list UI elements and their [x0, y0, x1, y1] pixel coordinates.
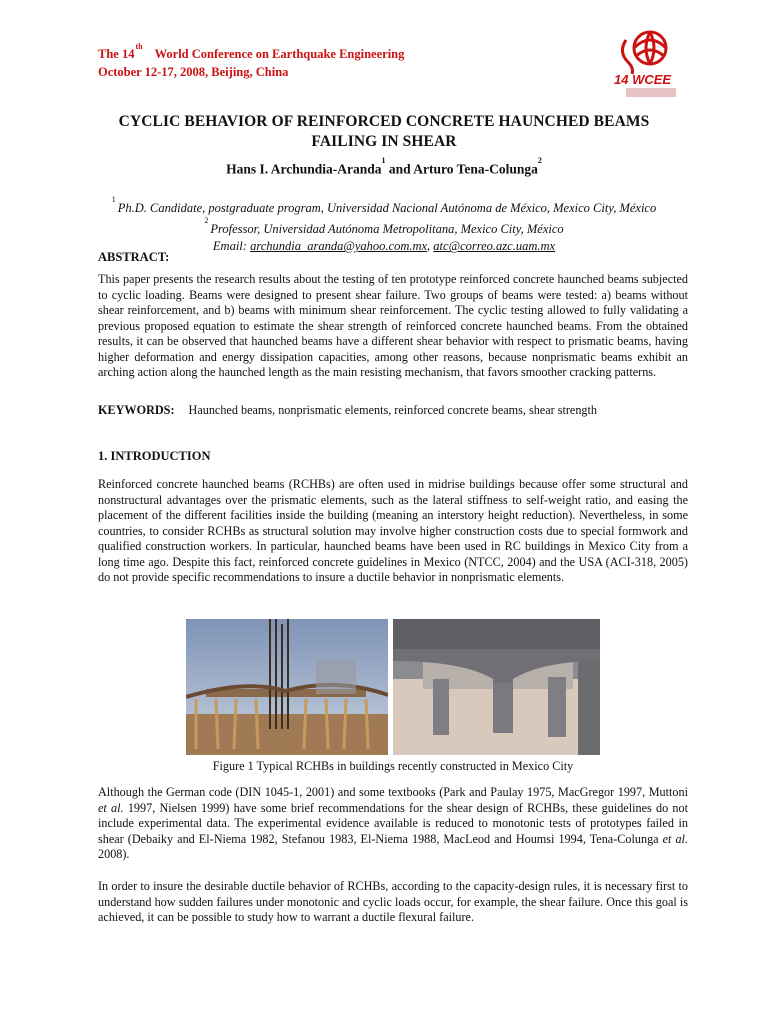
logo-lettering: 14 WCEE — [614, 72, 672, 87]
title-line2: FAILING IN SHEAR — [311, 133, 457, 150]
conference-line1 — [98, 42, 404, 63]
figure-1-caption: Figure 1 Typical RCHBs in buildings recently constructed in Mexico City — [212, 759, 574, 773]
email-link-1[interactable]: archundia_aranda@yahoo.com.mx — [250, 239, 428, 254]
abstract-heading: ABSTRACT: — [98, 250, 170, 264]
para2-part-b: 1997, Nielsen 1999) have some brief recommendations for the shear design of RCHBs, these guidelines do not include experimental data. The experimental evidence available is reduced to monotonic tests of prototypes failed in shear (Debaiky and El-Niema 1982, Stefanou 1983, El-Niema 1988, MacLeod and Houmsi 1994, Tena-Colunga — [98, 800, 688, 846]
keywords-text: Haunched beams, nonprismatic elements, reinforced concrete beams, shear strength — [188, 403, 597, 417]
author1-sup: 1 — [381, 156, 386, 165]
conference-ordinal: th — [135, 42, 143, 51]
author1-name: Hans I. Archundia-Aranda — [226, 161, 382, 177]
affil1-text: Ph.D. Candidate, postgraduate program, Universidad Nacional Autónoma de México, Mexico City, México — [117, 201, 657, 216]
introduction-heading: 1. INTRODUCTION — [98, 449, 211, 463]
title-line1: CYCLIC BEHAVIOR OF REINFORCED CONCRETE HAUNCHED BEAMS — [118, 113, 650, 130]
affiliations — [60, 196, 708, 255]
conference-name: World Conference on Earthquake Engineering — [154, 47, 405, 62]
wcee-logo — [612, 22, 684, 104]
author2-name: and Arturo Tena-Colunga — [385, 161, 538, 177]
para2-etal-2: et al. — [662, 831, 688, 846]
author2-sup: 2 — [537, 156, 542, 165]
intro-paragraph-2 — [98, 785, 688, 863]
para2-etal-1: et al. — [98, 800, 124, 815]
affiliation-1 — [60, 196, 708, 217]
intro-paragraph-1: Reinforced concrete haunched beams (RCHBs) are often used in midrise buildings because offer some structural and nonstructural advantages over the prismatic elements, such as the lateral stiffness to self-weight ratio, and easing the placement of the different facilities inside the building (meaning an interstory height reduction). Nevertheless, in some countries, to consider RCHBs as structural solution may involve higher construction costs due to special formwork and qualified construction workers. In particular, haunched beams have been used in RC buildings in Mexico City from a long time ago. Despite this fact, reinforced concrete guidelines in Mexico (NTCC, 2004) and the USA (ACI-318, 2005) do not provide specific recommendations to insure a ductile behavior in nonprismatic elements. — [98, 477, 688, 584]
keywords-label: KEYWORDS: — [98, 403, 175, 417]
affil1-sup: 1 — [111, 195, 116, 204]
para2-part-c: 2008). — [98, 847, 130, 861]
conference-header — [98, 42, 404, 81]
keywords — [98, 403, 597, 418]
conference-dates: October 12-17, 2008, Beijing, China — [98, 65, 289, 80]
figure-photo-construction — [186, 619, 388, 755]
authors — [60, 156, 708, 178]
email-link-2[interactable]: atc@correo.azc.uam.mx — [433, 239, 556, 254]
intro-paragraph-3: In order to insure the desirable ductile behavior of RCHBs, according to the capacity-design rules, it is necessary first to understand how sudden failures under monotonic and cyclic loads occur, for example, the shear failure. Once this goal is achieved, it can be possible to study how to warrant a ductile flexural failure. — [98, 879, 688, 924]
email-label: Email: — [212, 239, 251, 254]
affiliation-2 — [60, 217, 708, 238]
para2-part-a: Although the German code (DIN 1045-1, 2001) and some textbooks (Park and Paulay 1975, MacGregor 1997, Muttoni — [98, 785, 688, 799]
abstract-text: This paper presents the research results about the testing of ten prototype reinforced concrete haunched beams subjected to cyclic loading. Beams were designed to present shear failure. Two groups of beams were tested: a) beams without shear reinforcement, and b) beams with minimum shear reinforcement. The cyclic testing allowed to fully validating a previous proposed equation to estimate the shear strength of reinforced concrete haunched beams. From the obtained results, it can be observed that haunched beams have a different shear behavior with respect to prismatic beams, having higher deformation and energy dissipation capacities, among other reasons, because nonprismatic beams exhibit an arching action along the haunched length as the main resisting mechanism, that favors smoother cracking patterns. — [98, 272, 688, 379]
affil2-text: Professor, Universidad Autónoma Metropolitana, Mexico City, México — [210, 222, 564, 237]
figure-photo-haunched-beams — [393, 619, 600, 755]
conference-prefix: The 14 — [98, 47, 135, 62]
email-separator: , — [427, 239, 434, 254]
affil2-sup: 2 — [204, 216, 209, 226]
paper-title — [60, 112, 708, 152]
